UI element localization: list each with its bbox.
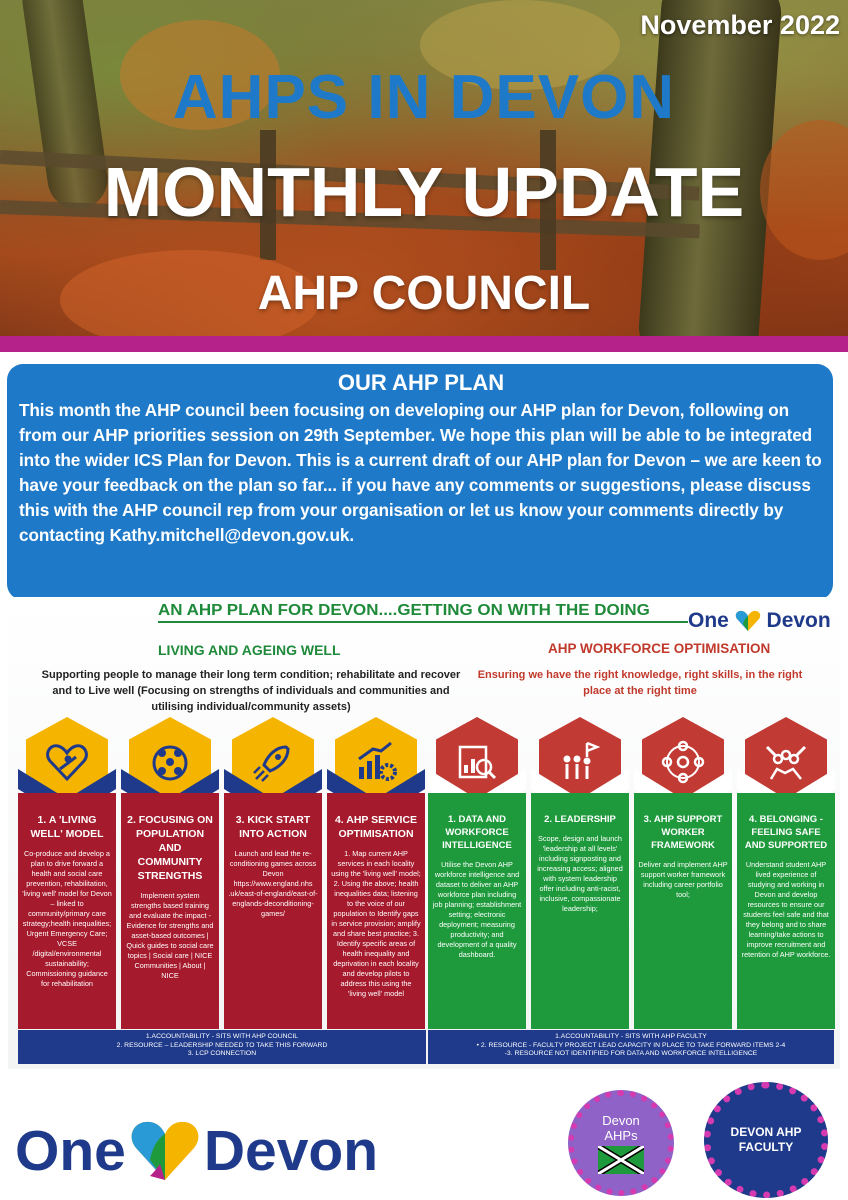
footer-line: 1.ACCOUNTABILITY - SITS WITH AHP FACULTY: [555, 1033, 707, 1040]
card-title: 4. BELONGING - FEELING SAFE AND SUPPORTED: [744, 814, 828, 851]
devon-flag-icon: [598, 1146, 644, 1174]
card-title: 4. AHP SERVICE OPTIMISATION: [334, 814, 418, 840]
plan-column: [737, 717, 835, 959]
card-text: Deliver and implement AHP support worker framework including career portfolio tool;: [638, 860, 728, 899]
card-text: Launch and lead the re-conditioning games across Devon https://www.england.nhs .uk/east-of-england/east-of-englands-deconditioning-games/: [228, 849, 318, 918]
left-accountability-bar: [18, 1030, 426, 1064]
plan-card: [224, 793, 322, 1029]
card-title: 3. AHP SUPPORT WORKER FRAMEWORK: [643, 814, 723, 851]
plan-column: [121, 717, 219, 980]
card-text: Understand student AHP lived experience of studying and working in Devon and develop resources to ensure our students feel safe and that they belong and to share learning/take actions to improve recruitment and retention of AHP workforce.: [741, 860, 831, 959]
devon-ahp-faculty-badge: [704, 1082, 828, 1198]
card-text: 1. Map current AHP services in each locality using the 'living well' model; 2. Using the above; health inequalities data; listening to the voice of our population to Identify gaps in service provision; amplify and share best practice; 3. Identify specific areas of health inequality and deprivation in each locality and develop pilots to address this using the 'living well' model: [331, 849, 421, 998]
card-text: Utilise the Devon AHP workforce intelligence and dataset to deliver an AHP workforce plan including job planning; establishment setting; electronic deployment; measuring productivity; and development of a quality dashboard.: [432, 860, 522, 959]
living-ageing-well-heading: LIVING AND AGEING WELL: [158, 642, 341, 658]
logo-devon-text: Devon: [203, 1119, 379, 1183]
badge-line-ahps: AHPs: [604, 1127, 638, 1143]
title-ahp-council: AHP COUNCIL: [257, 267, 591, 320]
plan-heading: OUR AHP PLAN: [337, 370, 505, 395]
card-title: 2. LEADERSHIP: [544, 814, 616, 825]
badge-faculty-text: DEVON AHP FACULTY: [730, 1125, 802, 1154]
plan-card: [327, 793, 425, 1029]
right-accountability-bar: [428, 1030, 834, 1064]
plan-column: [224, 717, 322, 918]
title-monthly-update: MONTHLY UPDATE: [103, 153, 745, 231]
plan-column: [634, 717, 732, 899]
plan-column: [327, 717, 425, 998]
ahp-plan-infographic: [8, 597, 840, 1069]
card-text: Scope, design and launch 'leadership at all levels' including signposting and increasing access; aligned with system leadership offer including anti-racist, inclusive, compassionate leadership;: [537, 834, 623, 913]
footer-line: 1.ACCOUNTABILITY - SITS WITH AHP COUNCIL: [145, 1033, 299, 1040]
plan-column: [531, 717, 629, 913]
devon-ahps-badge: [568, 1090, 674, 1196]
one-devon-heart-icon: [130, 1118, 200, 1184]
magenta-divider: [0, 336, 848, 352]
plan-card: [428, 793, 526, 1029]
logo-one-text: One: [688, 609, 729, 632]
footer-line: -3. RESOURCE NOT IDENTIFIED FOR DATA AND WORKFORCE INTELLIGENCE: [504, 1050, 758, 1058]
ahp-plan-box: [7, 364, 833, 600]
one-devon-logo-small: [688, 609, 831, 633]
card-title: 1. A 'LIVING WELL' MODEL: [30, 814, 104, 840]
plan-card: [531, 793, 629, 1029]
card-text: Co-produce and develop a plan to drive forward a health and social care prevention, rehabilitation, 'living well' model for Devon – linked to community/primary care strategy;health inequalities; Urgent Emergency Care; VCSE /digital/environmental sustainability; Commissioning guidance for rehabilitation: [22, 849, 112, 988]
infographic-title: AN AHP PLAN FOR DEVON....GETTING ON WITH THE DOING: [158, 602, 688, 623]
card-title: 3. KICK START INTO ACTION: [235, 814, 311, 840]
card-title: 1. DATA AND WORKFORCE INTELLIGENCE: [442, 814, 512, 851]
plan-column: [18, 717, 116, 988]
hero-banner: [0, 0, 848, 338]
card-text: Implement system strengths based training and evaluate the impact - Evidence for strengths and asset-based outcomes | Quick guides to social care topics | Social care | NICE Communities | About | NICE: [126, 891, 214, 980]
plan-card: [18, 793, 116, 1029]
footer-line: • 2. RESOURCE - FACULTY PROJECT LEAD CAPACITY IN PLACE TO TAKE FORWARD ITEMS 2-4: [476, 1041, 786, 1049]
plan-card: [121, 793, 219, 1029]
plan-column: [428, 717, 526, 959]
living-ageing-well-subheading: Supporting people to manage their long term condition; rehabilitate and recover and to Live well (Focusing on strengths of individuals and communities and utilising individual/community assets): [41, 669, 461, 713]
workforce-optimisation-subheading: Ensuring we have the right knowledge, right skills, in the right place at the right time: [477, 669, 803, 697]
one-devon-logo: [15, 1118, 378, 1184]
issue-date: November 2022: [640, 10, 840, 40]
card-title: 2. FOCUSING ON POPULATION AND COMMUNITY STRENGTHS: [127, 814, 213, 882]
logo-one-text: One: [15, 1119, 126, 1183]
plan-body-text: This month the AHP council been focusing on developing our AHP plan for Devon, following on from our AHP priorities session on 29th September. We hope this plan will be able to be integrated into the wider ICS Plan for Devon. This is a current draft of our AHP plan for Devon – we are keen to have your feedback on the plan so far... if you have any comments or suggestions, please discuss this with the AHP council rep from your organisation or let us know your comments directly by contacting Kathy.mitchell@devon.gov.uk.: [19, 400, 822, 545]
heart-logo-icon: [735, 610, 761, 632]
plan-card: [634, 793, 732, 1029]
footer-line: 2. RESOURCE – LEADERSHIP NEEDED TO TAKE THIS FORWARD: [116, 1041, 328, 1049]
plan-card: [737, 793, 835, 1029]
footer-line: 3. LCP CONNECTION: [187, 1050, 257, 1058]
title-ahps-in-devon: AHPS IN DEVON: [172, 63, 676, 132]
workforce-optimisation-heading: AHP WORKFORCE OPTIMISATION: [548, 641, 771, 656]
logo-devon-text: Devon: [766, 609, 831, 632]
badge-line-devon: Devon: [602, 1112, 640, 1128]
